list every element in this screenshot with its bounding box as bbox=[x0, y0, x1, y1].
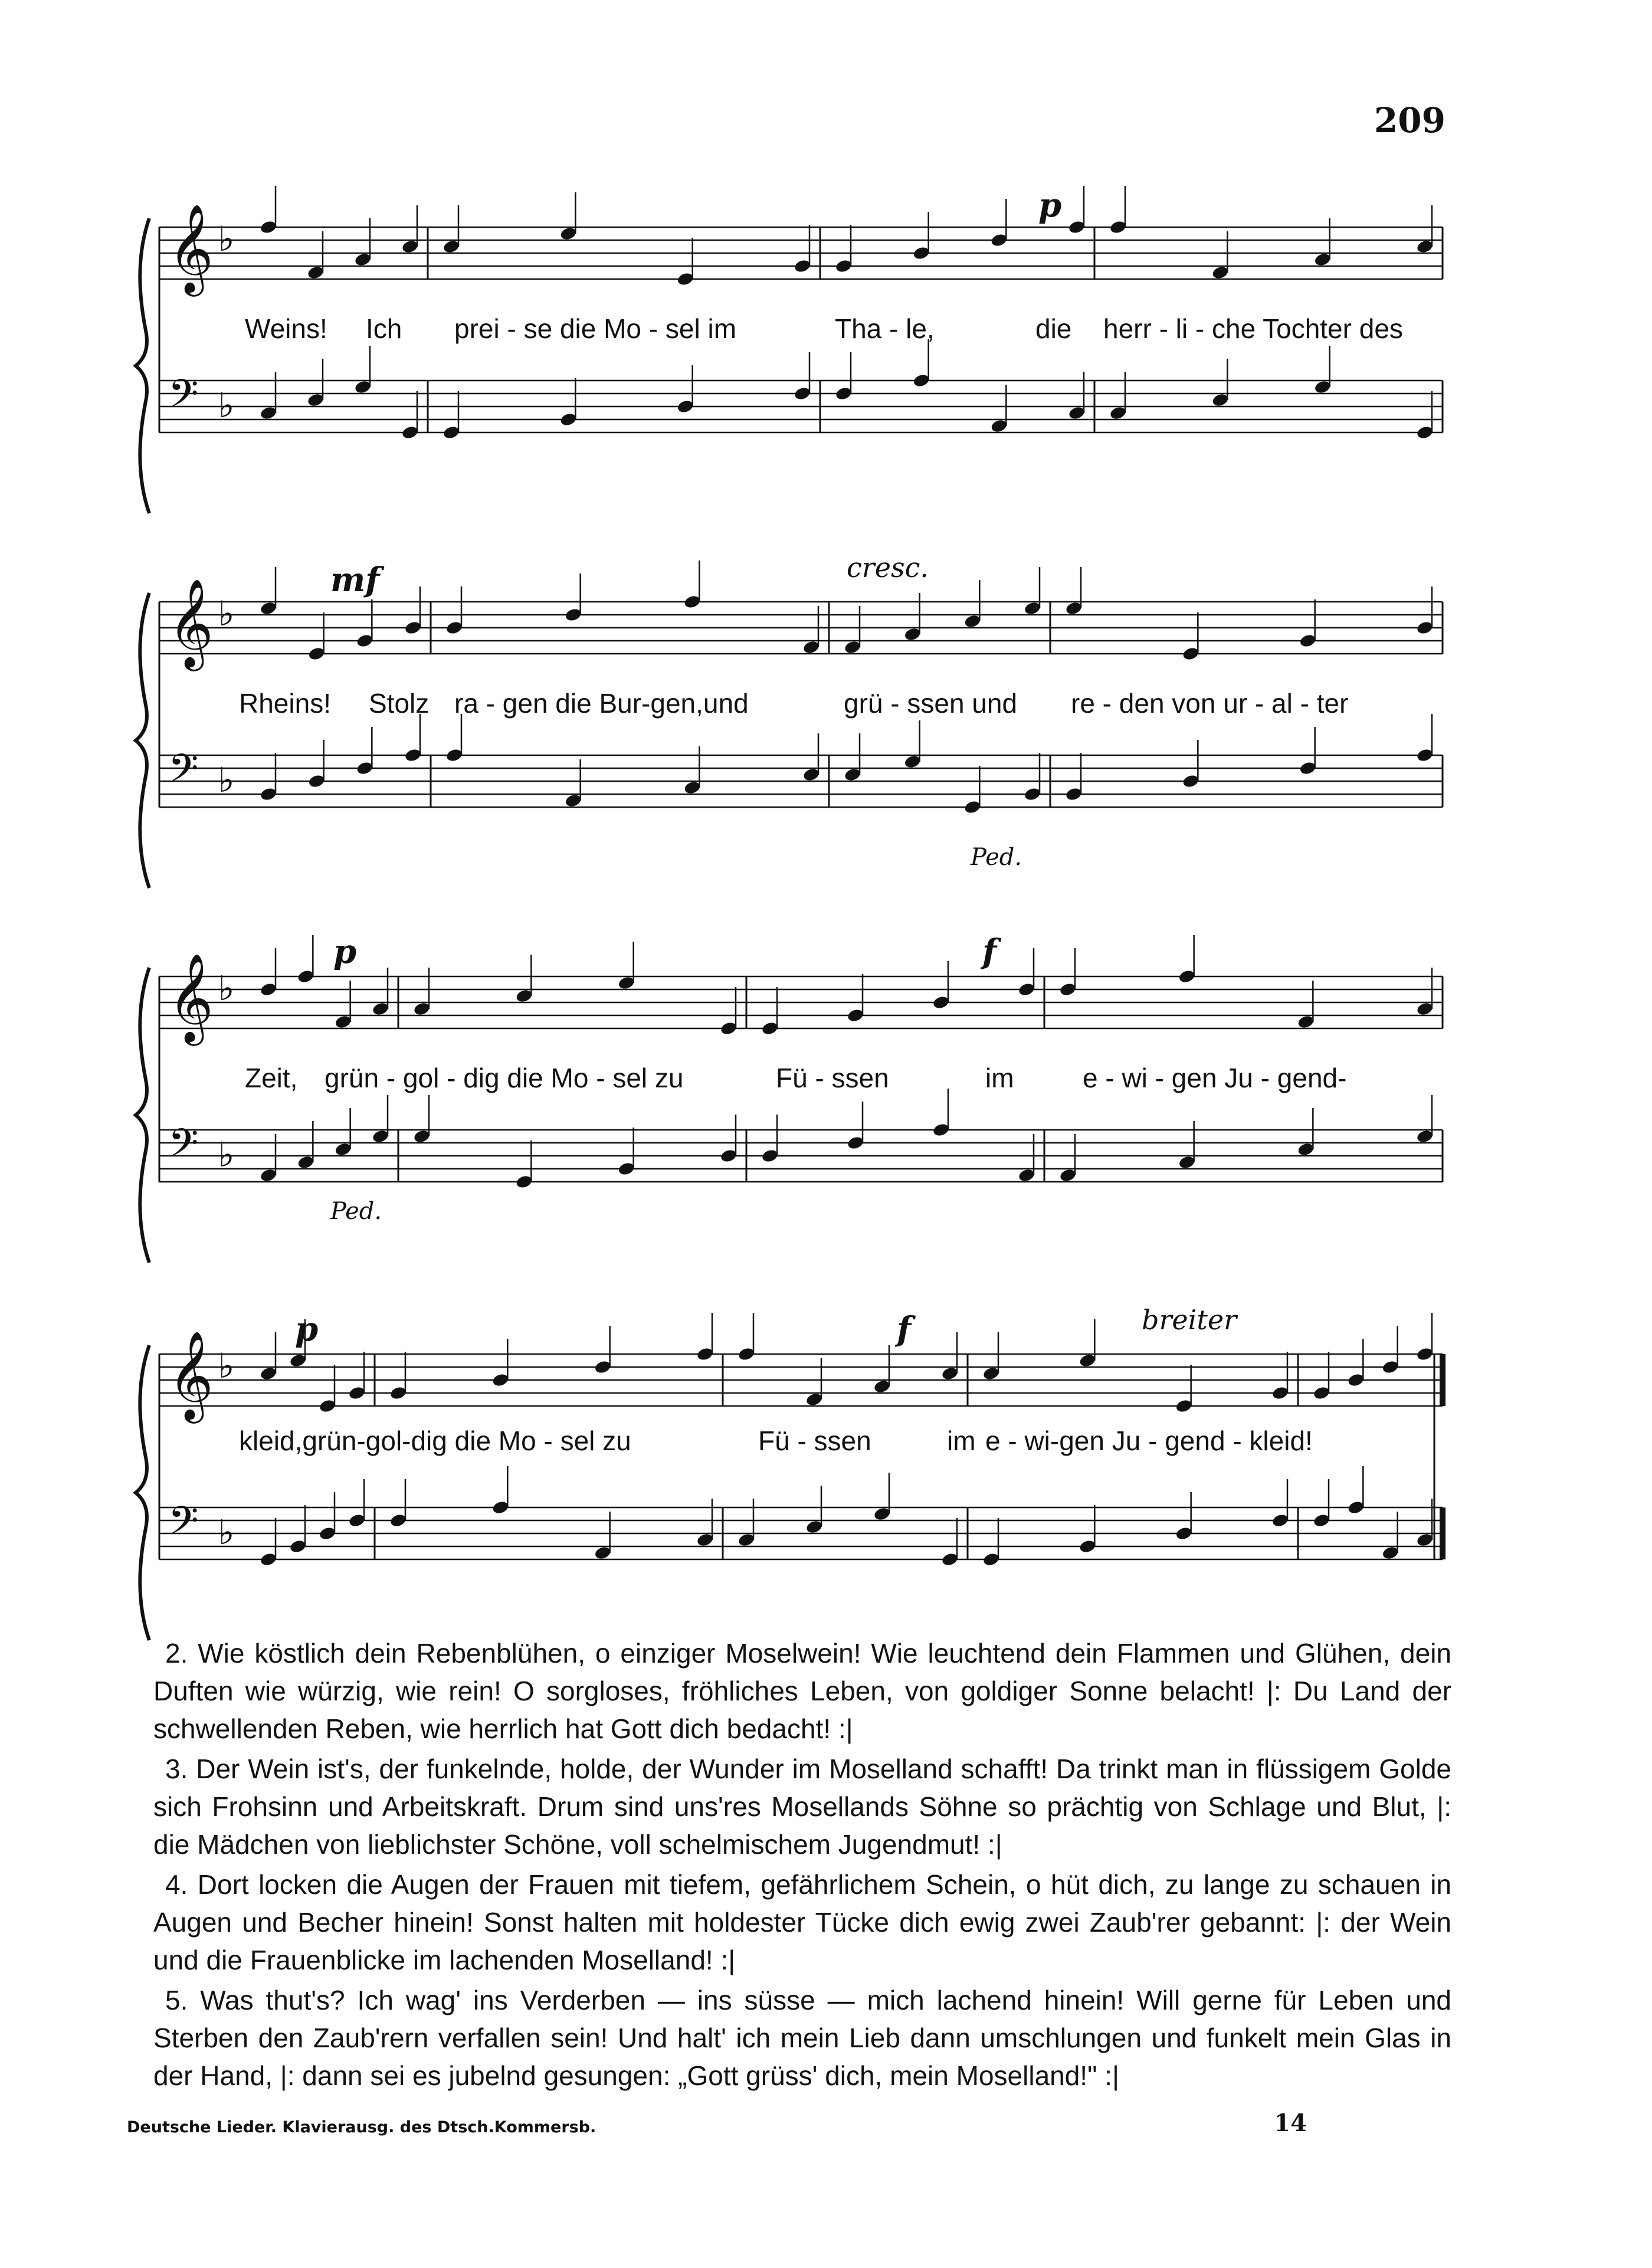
verse-5: 5. Was thut's? Ich wag' ins Verderben — ins süsse — mich lachend hinein! Will gerne für Leben und Sterben den Zaub'rern verfallen sein! Und halt' ich mein Lieb dann umschlungen und funkelt mein Glas in der Hand, |: dann sei es jubelnd gesungen: „Gott grüss' dich, mein Moselland!" :| bbox=[153, 1985, 1451, 2091]
note-head bbox=[559, 412, 578, 427]
lyric: Fü - ssen bbox=[758, 1425, 871, 1456]
note-head bbox=[354, 252, 372, 267]
bass-clef: 𝄢 bbox=[168, 1120, 199, 1175]
lyric: kleid,grün-gol-dig die Mo - sel zu bbox=[239, 1425, 631, 1456]
note-head bbox=[1416, 748, 1434, 763]
treble-staff bbox=[159, 1313, 1443, 1424]
treble-staff bbox=[159, 186, 1443, 297]
note-head bbox=[696, 1346, 714, 1362]
note-head bbox=[617, 975, 635, 991]
lyric: im bbox=[947, 1425, 976, 1456]
note-head bbox=[594, 1359, 612, 1375]
lyric: Zeit, bbox=[245, 1063, 298, 1093]
note-head bbox=[389, 1385, 408, 1401]
note-head bbox=[932, 1122, 950, 1138]
note-head bbox=[1109, 405, 1127, 421]
note-head bbox=[1416, 1346, 1434, 1362]
note-head bbox=[617, 1161, 635, 1176]
note-head bbox=[1175, 1398, 1193, 1414]
note-head bbox=[903, 754, 922, 769]
note-head bbox=[348, 1513, 366, 1528]
lyric: grü - ssen und bbox=[844, 688, 1018, 719]
key-signature-flat: ♭ bbox=[218, 219, 235, 259]
note-head bbox=[835, 258, 853, 274]
music-system-4 bbox=[133, 1304, 1446, 1628]
bass-clef: 𝄢 bbox=[168, 371, 199, 426]
key-signature-flat: ♭ bbox=[218, 385, 235, 425]
key-signature-flat: ♭ bbox=[218, 1135, 235, 1175]
note-head bbox=[1065, 601, 1083, 616]
note-head bbox=[1416, 1001, 1434, 1017]
lyric: e - wi-gen Ju - gend - kleid! bbox=[985, 1425, 1313, 1456]
note-head bbox=[1065, 786, 1083, 802]
brace bbox=[136, 593, 149, 888]
music-system-3 bbox=[133, 932, 1446, 1251]
lyric: prei - se die Mo - sel im bbox=[454, 313, 737, 344]
note-head bbox=[260, 1366, 278, 1381]
note-head bbox=[307, 774, 326, 789]
note-head bbox=[844, 640, 862, 655]
lyric: Ich bbox=[366, 313, 402, 344]
note-head bbox=[720, 1148, 738, 1164]
brace bbox=[136, 968, 149, 1263]
verse-4: 4. Dort locken die Augen der Frauen mit tiefem, gefährlichem Schein, o hüt dich, zu lange zu schauen in Augen und Becher hinein! Sonst halten mit holdester Tücke dich ewig zwei Zaub'rer gebannt: |: der Wein und die Frauenblicke im lachenden Moselland! :| bbox=[153, 1869, 1451, 1975]
bass-staff bbox=[159, 714, 1443, 815]
note-head bbox=[515, 1174, 533, 1189]
note-head bbox=[1178, 969, 1196, 984]
note-head bbox=[413, 1001, 431, 1017]
note-head bbox=[1211, 265, 1230, 280]
note-head bbox=[794, 386, 812, 401]
note-head bbox=[564, 607, 582, 622]
lyric: im bbox=[985, 1063, 1014, 1093]
dynamic-marking: f bbox=[982, 932, 997, 971]
dynamic-marking: f bbox=[897, 1310, 912, 1349]
note-head bbox=[1068, 219, 1086, 235]
note-head bbox=[1018, 1168, 1036, 1183]
note-head bbox=[676, 271, 694, 287]
note-head bbox=[963, 799, 982, 815]
note-head bbox=[1024, 601, 1042, 616]
note-head bbox=[676, 399, 694, 414]
note-head bbox=[1182, 774, 1200, 789]
note-head bbox=[1313, 1385, 1331, 1401]
note-head bbox=[1381, 1359, 1399, 1375]
note-head bbox=[1211, 392, 1230, 408]
note-head bbox=[683, 780, 702, 795]
note-head bbox=[835, 386, 853, 401]
note-head bbox=[594, 1545, 612, 1561]
page-number: 209 bbox=[1374, 100, 1446, 140]
key-signature-flat: ♭ bbox=[218, 968, 235, 1008]
note-head bbox=[1079, 1539, 1097, 1554]
lyric: Rheins! bbox=[239, 688, 331, 719]
lyric: Stolz bbox=[369, 688, 430, 719]
brace bbox=[136, 218, 149, 513]
note-head bbox=[738, 1532, 756, 1548]
note-head bbox=[372, 1129, 390, 1144]
note-head bbox=[404, 748, 422, 763]
dynamic-marking: p bbox=[333, 932, 357, 971]
note-head bbox=[761, 1021, 779, 1036]
note-head bbox=[445, 620, 464, 635]
note-head bbox=[1068, 405, 1086, 421]
note-head bbox=[844, 767, 862, 782]
footer-source: Deutsche Lieder. Klavierausg. des Dtsch.Kommersb. bbox=[127, 2118, 596, 2136]
treble-clef: 𝄞 bbox=[168, 952, 214, 1042]
note-head bbox=[1313, 252, 1332, 267]
lyric: die bbox=[1035, 313, 1072, 344]
note-head bbox=[297, 969, 315, 984]
note-head bbox=[559, 226, 578, 241]
note-head bbox=[442, 239, 461, 254]
note-head bbox=[802, 767, 821, 782]
lyric: grün - gol - dig die Mo - sel zu bbox=[324, 1063, 684, 1093]
note-head bbox=[1313, 1513, 1331, 1528]
note-head bbox=[389, 1513, 408, 1528]
note-head bbox=[1079, 1353, 1097, 1368]
note-head bbox=[990, 232, 1008, 248]
dynamic-marking: cresc. bbox=[847, 552, 929, 584]
note-head bbox=[260, 1552, 278, 1567]
note-head bbox=[289, 1353, 307, 1368]
note-head bbox=[307, 265, 325, 280]
note-head bbox=[1313, 379, 1332, 395]
bass-staff bbox=[159, 1089, 1443, 1189]
lyric: ra - gen die Bur-gen,und bbox=[454, 688, 749, 719]
note-head bbox=[319, 1526, 337, 1541]
note-head bbox=[912, 373, 930, 388]
note-head bbox=[805, 1392, 824, 1407]
pedal-marking: Ped. bbox=[971, 844, 1022, 871]
lyric: Fü - ssen bbox=[776, 1063, 889, 1093]
bass-staff bbox=[159, 1466, 1443, 1567]
note-head bbox=[260, 601, 278, 616]
dynamic-marking: p bbox=[295, 1310, 319, 1349]
note-head bbox=[1347, 1500, 1365, 1515]
note-head bbox=[1178, 1155, 1196, 1170]
note-head bbox=[805, 1519, 824, 1535]
note-head bbox=[1299, 633, 1317, 648]
note-head bbox=[941, 1552, 959, 1567]
note-head bbox=[260, 982, 278, 997]
bass-clef: 𝄢 bbox=[168, 746, 199, 801]
verse-2: 2. Wie köstlich dein Rebenblühen, o einziger Moselwein! Wie leuchtend dein Flammen und Glühen, dein Duften wie würzig, wie rein! O sorgloses, fröhliches Leben, von goldiger Sonne belacht! |: Du Land der schwellenden Reben, wie herrlich hat Gott dich bedacht! :| bbox=[153, 1638, 1451, 1744]
note-head bbox=[1416, 620, 1434, 635]
note-head bbox=[1018, 982, 1036, 997]
note-head bbox=[1416, 1129, 1434, 1144]
bass-clef: 𝄢 bbox=[168, 1498, 199, 1553]
treble-clef: 𝄞 bbox=[168, 1330, 214, 1420]
note-head bbox=[307, 646, 326, 661]
key-signature-flat: ♭ bbox=[218, 1512, 235, 1552]
note-head bbox=[873, 1506, 891, 1522]
note-head bbox=[903, 627, 922, 642]
note-head bbox=[1271, 1385, 1290, 1401]
note-head bbox=[912, 245, 930, 261]
note-head bbox=[445, 748, 464, 763]
note-head bbox=[1347, 1372, 1365, 1388]
note-head bbox=[491, 1500, 510, 1515]
key-signature-flat: ♭ bbox=[218, 594, 235, 634]
note-head bbox=[761, 1148, 779, 1164]
verse-3: 3. Der Wein ist's, der funkelnde, holde, der Wunder im Moselland schafft! Da trinkt man in flüssigem Golde sich Frohsinn und Arbeitskraft. Drum sind uns'res Mosellands Söhne so prächtig von Schlage und Blut, |: die Mädchen von lieblichster Schöne, voll schelmischem Jugendmut! :| bbox=[153, 1754, 1451, 1860]
lyric: re - den von ur - al - ter bbox=[1071, 688, 1349, 719]
dynamic-marking: p bbox=[1038, 186, 1062, 225]
note-head bbox=[334, 1014, 352, 1030]
lyric: Weins! bbox=[245, 313, 327, 344]
note-head bbox=[515, 988, 533, 1004]
note-head bbox=[1109, 219, 1127, 235]
note-head bbox=[1182, 646, 1200, 661]
note-head bbox=[401, 239, 419, 254]
treble-clef: 𝄞 bbox=[168, 203, 214, 293]
note-head bbox=[307, 392, 325, 408]
note-head bbox=[941, 1366, 959, 1381]
pedal-marking: Ped. bbox=[330, 1198, 382, 1225]
note-head bbox=[356, 633, 374, 648]
key-signature-flat: ♭ bbox=[218, 760, 235, 800]
staff-lines bbox=[133, 1322, 1446, 1628]
note-head bbox=[683, 594, 702, 609]
note-head bbox=[1059, 1168, 1077, 1183]
note-head bbox=[297, 1155, 315, 1170]
note-head bbox=[1416, 1532, 1434, 1548]
lyric: Tha - le, bbox=[835, 313, 935, 344]
note-head bbox=[1297, 1014, 1315, 1030]
note-head bbox=[738, 1346, 756, 1362]
note-head bbox=[990, 418, 1008, 434]
note-head bbox=[1381, 1545, 1399, 1561]
note-head bbox=[404, 620, 422, 635]
note-head bbox=[260, 405, 278, 421]
note-head bbox=[1416, 239, 1434, 254]
music-system-2 bbox=[133, 552, 1446, 876]
treble-clef: 𝄞 bbox=[168, 578, 214, 667]
note-head bbox=[847, 1135, 865, 1151]
note-head bbox=[564, 793, 582, 808]
note-head bbox=[932, 995, 950, 1010]
note-head bbox=[982, 1366, 1001, 1381]
key-signature-flat: ♭ bbox=[218, 1346, 235, 1386]
note-head bbox=[873, 1379, 891, 1394]
bass-staff bbox=[159, 339, 1443, 440]
note-head bbox=[442, 425, 461, 440]
note-head bbox=[1059, 982, 1077, 997]
note-head bbox=[794, 258, 812, 274]
note-head bbox=[372, 1001, 390, 1017]
note-head bbox=[1416, 425, 1434, 440]
note-head bbox=[982, 1552, 1001, 1567]
note-head bbox=[802, 640, 821, 655]
note-head bbox=[413, 1129, 431, 1144]
note-head bbox=[401, 425, 419, 440]
note-head bbox=[1271, 1513, 1290, 1528]
note-head bbox=[696, 1532, 714, 1548]
dynamic-marking: breiter bbox=[1142, 1304, 1237, 1336]
note-head bbox=[963, 614, 982, 629]
note-head bbox=[260, 786, 278, 802]
note-head bbox=[319, 1398, 337, 1414]
note-head bbox=[847, 1008, 865, 1023]
note-head bbox=[720, 1021, 738, 1036]
music-system-1 bbox=[133, 186, 1446, 502]
note-head bbox=[260, 1168, 278, 1183]
lyric: herr - li - che Tochter des bbox=[1103, 313, 1403, 344]
lyric: e - wi - gen Ju - gend- bbox=[1083, 1063, 1347, 1093]
note-head bbox=[1299, 761, 1317, 776]
note-head bbox=[260, 219, 278, 235]
note-head bbox=[1297, 1142, 1315, 1157]
note-head bbox=[348, 1385, 366, 1401]
verses bbox=[153, 1634, 1451, 2097]
brace bbox=[136, 1345, 149, 1640]
note-head bbox=[289, 1539, 307, 1554]
footer-signature: 14 bbox=[1274, 2109, 1307, 2137]
note-head bbox=[334, 1142, 352, 1157]
note-head bbox=[491, 1372, 510, 1388]
dynamic-marking: mf bbox=[330, 561, 380, 599]
note-head bbox=[354, 379, 372, 395]
note-head bbox=[1175, 1526, 1193, 1541]
note-head bbox=[1024, 786, 1042, 802]
note-head bbox=[356, 761, 374, 776]
